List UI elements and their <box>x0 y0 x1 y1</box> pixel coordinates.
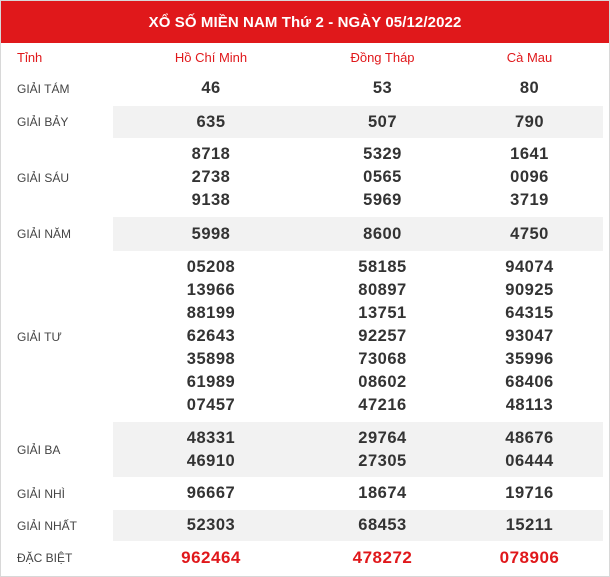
special-prize-cell: 078906 <box>499 547 560 567</box>
result-cell <box>113 217 309 251</box>
result-number: 61989 <box>186 373 236 391</box>
result-number: 13966 <box>186 281 236 299</box>
result-number: 05208 <box>186 258 236 276</box>
result-number: 92257 <box>358 327 407 345</box>
result-number: 790 <box>514 112 545 131</box>
result-number: 13751 <box>358 304 407 322</box>
result-cell <box>309 510 456 541</box>
result-number: 93047 <box>505 327 554 345</box>
result-number: 5998 <box>191 224 231 243</box>
result-cell <box>309 422 456 477</box>
table-row-giai-nhi <box>7 477 603 510</box>
prize-label: GIẢI TƯ <box>17 329 62 344</box>
result-cell <box>456 510 603 541</box>
result-number: 46 <box>201 79 221 97</box>
result-cell <box>456 138 603 217</box>
result-number: 8600 <box>363 224 402 243</box>
prize-label: GIẢI NĂM <box>7 217 113 251</box>
result-cell <box>309 217 456 251</box>
result-cell <box>456 71 603 106</box>
result-number: 80897 <box>358 281 407 299</box>
result-number: 0565 <box>363 168 402 186</box>
province-header-dong-thap[interactable]: Đồng Tháp <box>350 49 415 65</box>
result-number: 68406 <box>505 373 554 391</box>
result-number: 9138 <box>191 191 231 209</box>
result-number: 15211 <box>505 516 554 534</box>
result-cell <box>113 422 309 477</box>
result-cell <box>113 71 309 106</box>
result-number: 48676 <box>505 428 554 447</box>
prize-label: GIẢI NHÌ <box>17 486 66 501</box>
table-row-giai-bay <box>7 106 603 138</box>
prize-label: GIẢI BA <box>7 422 113 477</box>
result-cell <box>113 138 309 217</box>
result-number: 64315 <box>505 304 554 322</box>
province-header-ho-chi-minh[interactable]: Hồ Chí Minh <box>174 49 248 65</box>
result-number: 27305 <box>358 451 407 470</box>
table-header-row <box>7 43 603 71</box>
result-number: 08602 <box>358 373 407 391</box>
result-number: 635 <box>196 112 226 131</box>
result-number: 58185 <box>358 258 407 276</box>
result-number: 29764 <box>358 428 407 447</box>
prize-label: GIẢI TÁM <box>17 81 70 96</box>
result-cell <box>309 138 456 217</box>
table-row-giai-nhat <box>7 510 603 541</box>
result-number: 90925 <box>505 281 554 299</box>
result-number: 07457 <box>186 396 236 414</box>
prize-label: GIẢI SÁU <box>17 170 70 185</box>
result-number: 73068 <box>358 350 407 368</box>
result-number: 62643 <box>186 327 236 345</box>
result-number: 53 <box>372 79 393 97</box>
result-number: 46910 <box>186 451 236 470</box>
result-number: 18674 <box>358 484 407 502</box>
result-number: 88199 <box>186 304 236 322</box>
result-cell <box>309 251 456 422</box>
result-number: 94074 <box>505 258 554 276</box>
prize-label: GIẢI NHẤT <box>7 510 113 541</box>
prize-label: GIẢI BẢY <box>7 106 113 138</box>
result-cell <box>456 477 603 510</box>
result-number: 1641 <box>510 145 549 163</box>
result-number: 48113 <box>505 396 554 414</box>
table-row-giai-tu <box>7 251 603 422</box>
result-number: 68453 <box>358 516 407 534</box>
special-prize-cell: 478272 <box>352 547 413 567</box>
result-number: 96667 <box>186 484 236 502</box>
table-row-giai-sau <box>7 138 603 217</box>
result-number: 2738 <box>191 168 231 186</box>
result-number: 8718 <box>191 145 231 163</box>
result-number: 48331 <box>186 428 236 447</box>
result-cell <box>113 251 309 422</box>
result-number: 52303 <box>186 516 236 534</box>
result-cell <box>309 106 456 138</box>
page-title: XỔ SỐ MIỀN NAM Thứ 2 - NGÀY 05/12/2022 <box>1 1 609 43</box>
result-number: 80 <box>519 79 540 97</box>
table-row-giai-tam <box>7 71 603 106</box>
result-cell <box>113 106 309 138</box>
province-column-header: Tỉnh <box>17 49 43 65</box>
results-table <box>7 43 603 574</box>
result-cell <box>456 106 603 138</box>
result-cell <box>456 217 603 251</box>
result-cell <box>309 71 456 106</box>
result-cell <box>456 251 603 422</box>
result-number: 0096 <box>510 168 549 186</box>
result-number: 5329 <box>363 145 402 163</box>
result-cell <box>456 422 603 477</box>
result-number: 06444 <box>505 451 554 470</box>
province-header-ca-mau[interactable]: Cà Mau <box>506 49 553 65</box>
result-cell <box>113 510 309 541</box>
result-number: 507 <box>367 112 398 131</box>
result-number: 35898 <box>186 350 236 368</box>
result-number: 3719 <box>510 191 549 209</box>
result-cell <box>309 477 456 510</box>
special-prize-cell: 962464 <box>181 547 241 567</box>
result-number: 35996 <box>505 350 554 368</box>
result-number: 5969 <box>363 191 402 209</box>
result-number: 4750 <box>510 224 549 243</box>
table-row-giai-ba <box>7 422 603 477</box>
table-row-giai-nam <box>7 217 603 251</box>
result-number: 19716 <box>505 484 554 502</box>
result-number: 47216 <box>358 396 407 414</box>
table-row-dac-biet <box>7 541 603 574</box>
prize-label: ĐẶC BIỆT <box>17 550 73 565</box>
result-cell <box>113 477 309 510</box>
